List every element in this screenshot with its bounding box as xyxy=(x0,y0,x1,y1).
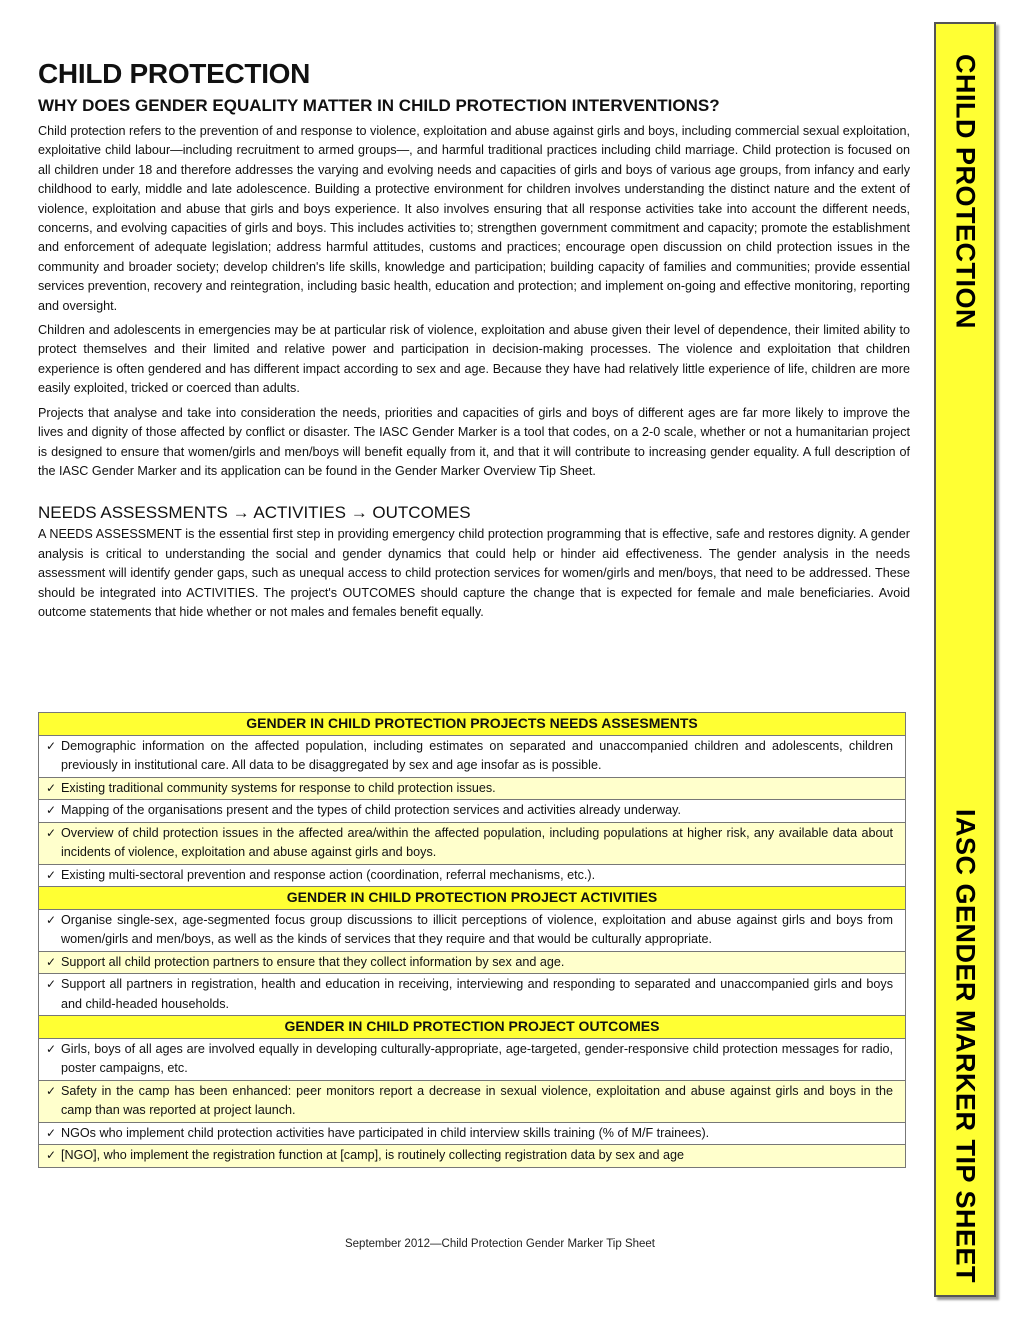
checkmark-icon: ✓ xyxy=(45,912,57,927)
checklist-item: ✓ Demographic information on the affected population, including estimates on separated and unaccompanied children and adolescents, children previously in institutional care. All data to be disaggregated by sex and age insofar as is possible. xyxy=(39,735,906,777)
needs-section-text: A NEEDS ASSESSMENT is the essential first step in providing emergency child protection programming that is effective, safe and restores dignity. A gender analysis is critical to understanding the social and gender dynamics that could help or hinder aid effectiveness. The gender analysis in the needs assessment will identify gender gaps, such as unequal access to child protection services for women/girls and men/boys, that need to be addressed. These should be integrated into ACTIVITIES. The project's OUTCOMES should capture the change that is expected for female and male beneficiaries. Avoid outcome statements that hide whether or not males and females benefit equally. xyxy=(38,527,910,619)
checklist-item: ✓ Girls, boys of all ages are involved equally in developing culturally-appropriate, age-targeted, gender-responsive child protection messages for radio, poster campaigns, etc. xyxy=(39,1038,906,1080)
checklist-item: ✓ Existing multi-sectoral prevention and response action (coordination, referral mechanisms, etc.). xyxy=(39,864,906,887)
checklist-item: ✓ Overview of child protection issues in the affected area/within the affected population, including populations at higher risk, any available data about incidents of violence, exploitation and abuse against girls and boys. xyxy=(39,822,906,864)
checklist-item: ✓ Existing traditional community systems for response to child protection issues. xyxy=(39,777,906,800)
checkmark-icon: ✓ xyxy=(45,1083,57,1098)
intro-paragraph-3: Projects that analyse and take into consideration the needs, priorities and capacities of girls and boys of different ages are far more likely to improve the lives and dignity of those affected by conflict or disaster. The IASC Gender Marker is a tool that codes, on a 2-0 scale, whether or not a humanitarian project is designed to ensure that women/girls and men/boys will benefit equally from it, and that it will contribute to increasing gender equality. A full description of the IASC Gender Marker and its application can be found in the Gender Marker Overview Tip Sheet. xyxy=(38,405,910,478)
main-content xyxy=(38,58,910,627)
checklist-item: ✓ NGOs who implement child protection activities have participated in child interview skills training (% of M/F trainees). xyxy=(39,1122,906,1145)
side-banner-subtitle: IASC GENDER MARKER TIP SHEET xyxy=(950,809,981,1284)
checklist-item: ✓ Organise single-sex, age-segmented focus group discussions to illicit perceptions of violence, exploitation and abuse against girls and boys from women/girls and men/boys, as well as the kinds of services that they require and that would be culturally appropriate. xyxy=(39,909,906,951)
checkmark-icon: ✓ xyxy=(45,1125,57,1140)
side-banner-title: CHILD PROTECTION xyxy=(950,54,981,329)
checkmark-icon: ✓ xyxy=(45,780,57,795)
checklist-item: ✓ Support all partners in registration, health and education in receiving, interviewing and responding to separated and unaccompanied girls and boys and child-headed households. xyxy=(39,974,906,1016)
section-header-needs: GENDER IN CHILD PROTECTION PROJECTS NEEDS ASSESMENTS xyxy=(39,713,906,736)
checkmark-icon: ✓ xyxy=(45,867,57,882)
checkmark-icon: ✓ xyxy=(45,738,57,753)
checkmark-icon: ✓ xyxy=(45,977,57,991)
checklist-item: ✓ Safety in the camp has been enhanced: peer monitors report a decrease in sexual violence, exploitation and abuse against girls and boys in the camp than was reported at project launch. xyxy=(39,1080,906,1122)
section-header-activities: GENDER IN CHILD PROTECTION PROJECT ACTIVITIES xyxy=(39,887,906,910)
section-header-outcomes: GENDER IN CHILD PROTECTION PROJECT OUTCOMES xyxy=(39,1016,906,1039)
checklist-table xyxy=(38,712,906,1168)
checklist-item: ✓ [NGO], who implement the registration function at [camp], is routinely collecting registration data by sex and age xyxy=(39,1145,906,1168)
checkmark-icon: ✓ xyxy=(45,803,57,817)
checkmark-icon: ✓ xyxy=(45,1041,57,1056)
page-footer: September 2012—Child Protection Gender Marker Tip Sheet xyxy=(344,1238,656,1250)
page-subtitle: WHY DOES GENDER EQUALITY MATTER IN CHILD PROTECTION INTERVENTIONS? xyxy=(38,96,720,115)
checkmark-icon: ✓ xyxy=(45,1148,57,1162)
checkmark-icon: ✓ xyxy=(45,954,57,969)
intro-paragraph-2: Children and adolescents in emergencies may be at particular risk of violence, exploitation and abuse given their level of dependence, their limited ability to protect themselves and their limited and relative power and participation in decision-making processes. The violence and exploitation that children experience is often gendered and has different impact according to sex and age. Because they have had relatively little experience of life, children are more easily exploited, tricked or coerced than adults. xyxy=(38,323,910,396)
checkmark-icon: ✓ xyxy=(45,825,57,840)
checklist-item: ✓ Support all child protection partners to ensure that they collect information by sex and age. xyxy=(39,951,906,974)
side-banner xyxy=(934,22,996,1297)
intro-paragraph-1: Child protection refers to the prevention of and response to violence, exploitation and abuse against girls and boys, including commercial sexual exploitation, exploitative child labour—including recruitment to armed groups—, and harmful traditional practices including child marriage. Child protection is focused on all children under 18 and therefore addresses the varying and evolving needs and capacities of girls and boys of various age groups, from infancy and early childhood to early, middle and late adolescence. Building a protective environment for children involves understanding the distinct nature and the extent of violence, exploitation and abuse that girls and boys experience. It also involves ensuring that all response activities take into account the different needs, concerns, and evolving capacities of girls and boys. This includes activities to; strengthen government commitment and capacity; promote the establishment and enforcement of adequate legislation; address harmful attitudes, customs and practices; encourage open discussion on child protection issues in the community and broader society; develop children's life skills, knowledge and participation; building capacity of families and communities; provide essential services prevention, recovery and reintegration, including basic health, education and protection; and implement on-going and effective monitoring, reporting and oversight. xyxy=(38,124,910,313)
needs-section-heading: NEEDS ASSESSMENTS → ACTIVITIES → OUTCOMES xyxy=(38,503,471,523)
checklist-item: ✓ Mapping of the organisations present and the types of child protection services and activities already underway. xyxy=(39,800,906,823)
page-title: CHILD PROTECTION xyxy=(38,58,311,89)
